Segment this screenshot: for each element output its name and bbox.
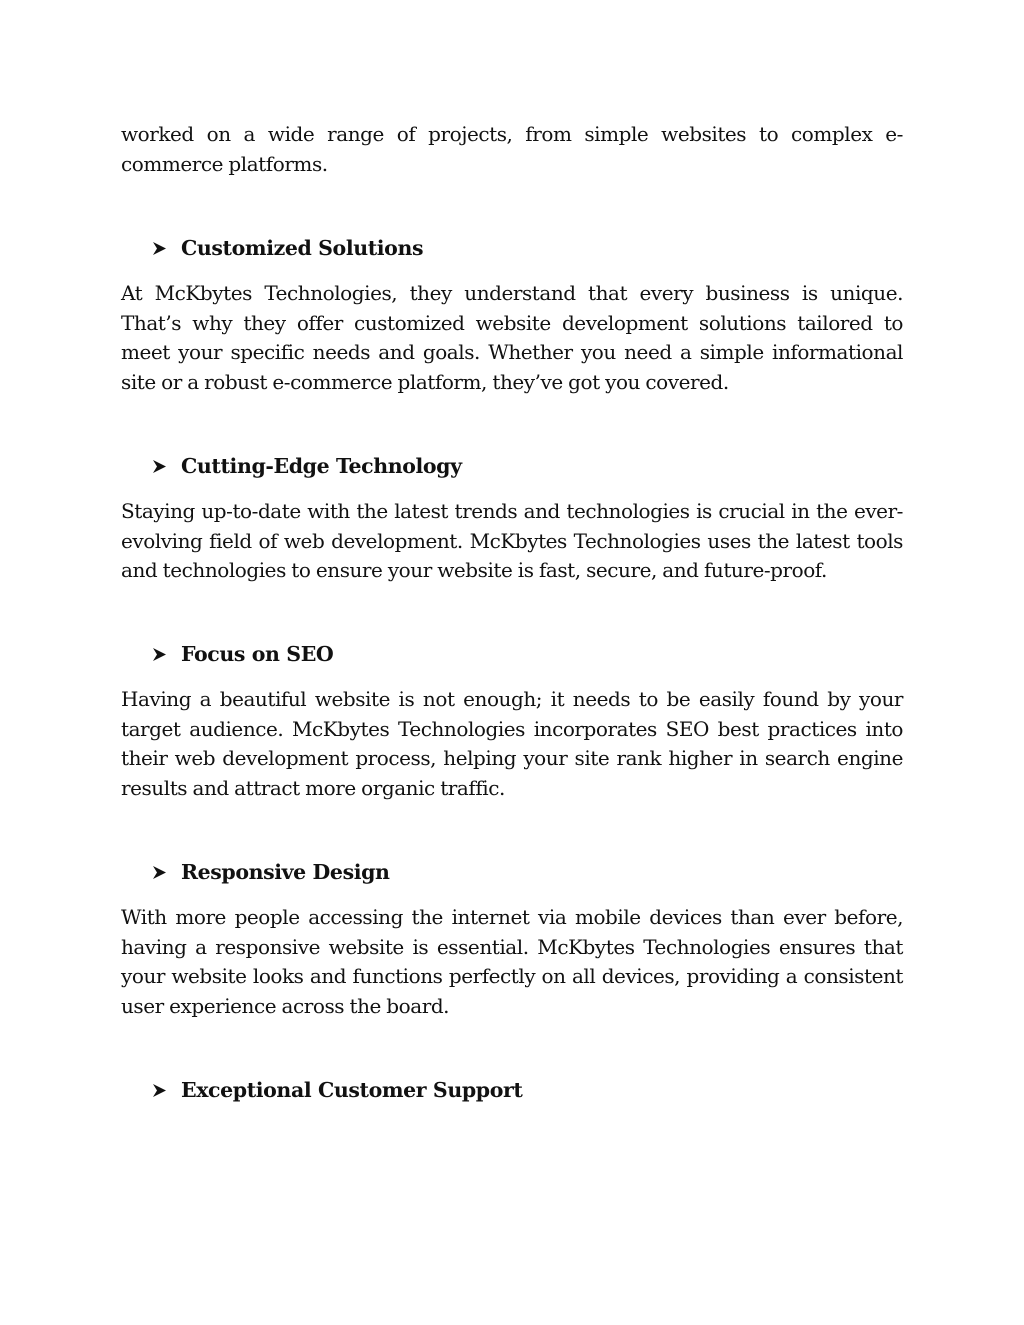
section-heading — [152, 236, 423, 260]
section-heading — [152, 1078, 522, 1102]
section-heading-text: Responsive Design — [181, 860, 390, 884]
section-heading-text: Customized Solutions — [181, 236, 424, 260]
intro-paragraph: worked on a wide range of projects, from simple websites to complex e-commerce platforms. — [121, 122, 903, 176]
section-heading-text: Exceptional Customer Support — [181, 1078, 523, 1102]
section-heading-text: Focus on SEO — [181, 642, 334, 666]
section-body: At McKbytes Technologies, they understand that every business is unique. That’s why they offer customized website development solutions tailored to meet your specific needs and goals. Whether you need a simple informational site or a robust e-commerce platform, they’ve got you covered. — [121, 281, 903, 394]
arrow-bullet-icon — [152, 647, 167, 662]
arrow-bullet-icon — [152, 865, 167, 880]
section-body: Staying up-to-date with the latest trends and technologies is crucial in the ever-evolving field of web development. McKbytes Technologies uses the latest tools and technologies to ensure your website is fast, secure, and future-proof. — [121, 499, 903, 583]
section-heading-text: Cutting-Edge Technology — [181, 454, 462, 478]
section-body: With more people accessing the internet via mobile devices than ever before, having a responsive website is essential. McKbytes Technologies ensures that your website looks and functions perfectly on all devices, providing a consistent user experience across the board. — [121, 905, 903, 1018]
section-body: Having a beautiful website is not enough; it needs to be easily found by your target audience. McKbytes Technologies incorporates SEO best practices into their web development process, helping your site rank higher in search engine results and attract more organic traffic. — [121, 687, 903, 800]
section-heading — [152, 642, 333, 666]
arrow-bullet-icon — [152, 459, 167, 474]
section-heading — [152, 454, 462, 478]
arrow-bullet-icon — [152, 1083, 167, 1098]
section-heading — [152, 860, 390, 884]
arrow-bullet-icon — [152, 241, 167, 256]
